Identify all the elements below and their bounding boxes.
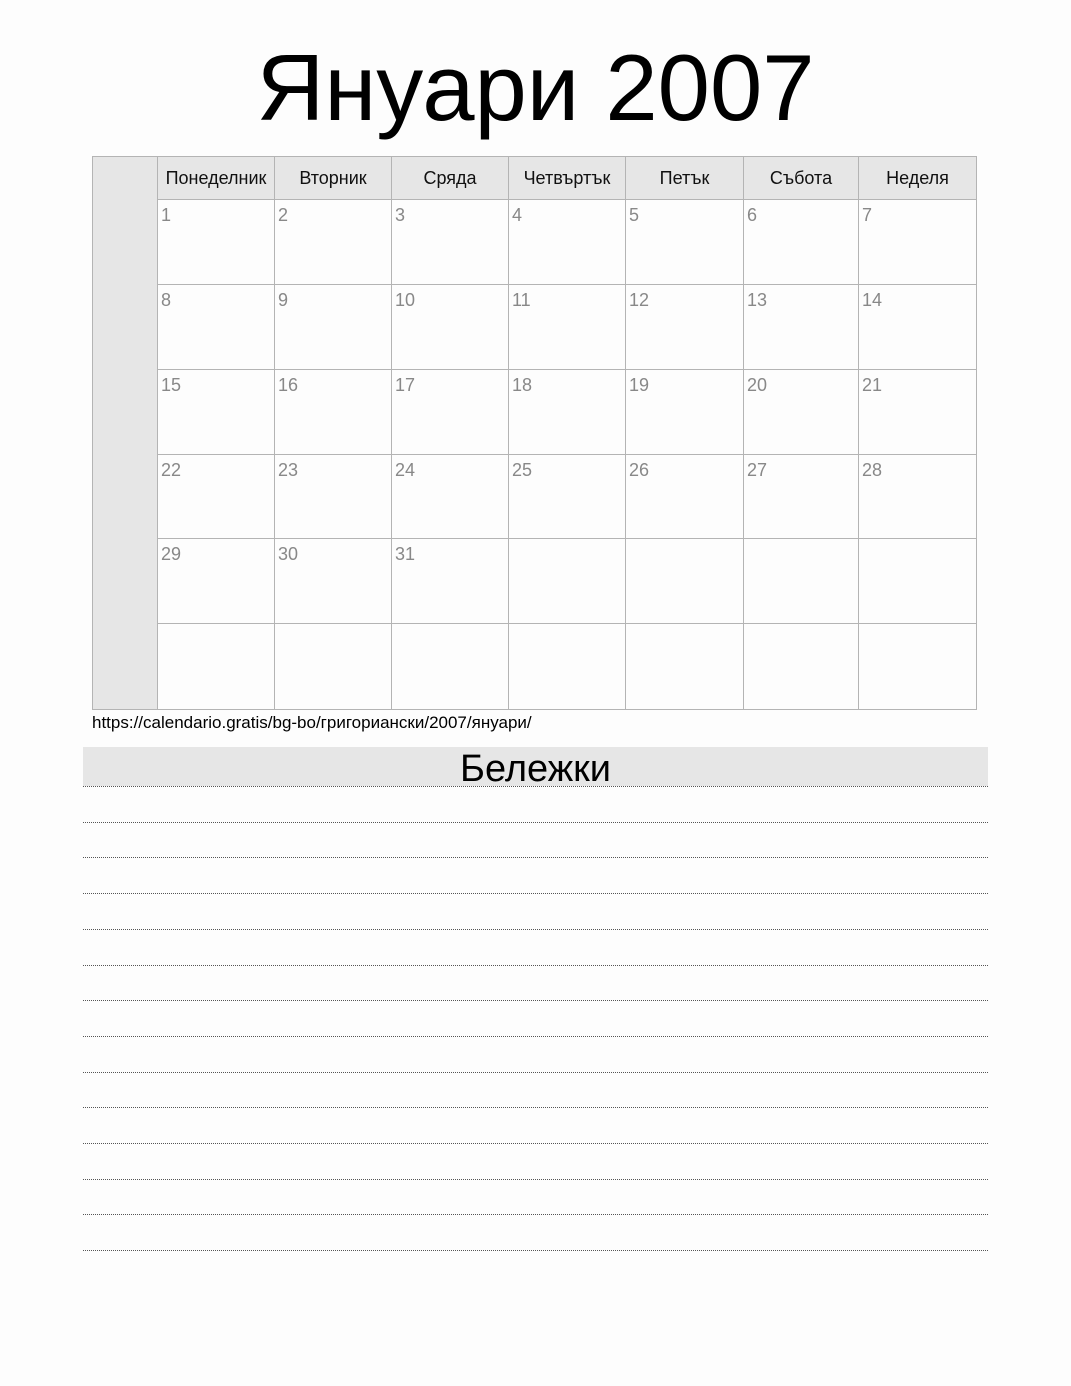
day-cell: 7 (862, 205, 873, 225)
day-cell: 31 (392, 539, 509, 623)
day-cell (509, 624, 626, 709)
day-cell: 9 (275, 285, 392, 369)
day-cell: 13 (744, 285, 859, 369)
week-row (158, 200, 976, 285)
source-url: https://calendario.gratis/bg-bo/григориански/2007/януари/ (92, 713, 532, 732)
page-title: Януари 2007 (256, 35, 815, 140)
week-row (158, 370, 976, 455)
weekday-header: Четвъртък (509, 157, 626, 199)
calendar-grid (92, 156, 977, 710)
notes-line (83, 822, 988, 823)
weekday-header-row (158, 157, 976, 200)
weekday-header: Петък (626, 157, 744, 199)
notes-line (83, 1000, 988, 1001)
day-cell: 5 (626, 200, 744, 284)
day-cell (626, 624, 744, 709)
day-cell (626, 539, 744, 623)
day-cell: 11 (509, 285, 626, 369)
notes-line (83, 893, 988, 894)
day-cell: 30 (275, 539, 392, 623)
day-cell: 22 (158, 455, 275, 539)
day-cell: 2 (275, 200, 392, 284)
day-cell: 12 (626, 285, 744, 369)
day-cell (392, 624, 509, 709)
day-cell (509, 539, 626, 623)
notes-line (83, 929, 988, 930)
day-cell: 3 (392, 200, 509, 284)
day-cell: 20 (744, 370, 859, 454)
day-cell: 25 (509, 455, 626, 539)
week-row (158, 455, 976, 540)
weekday-header: Понеделник (158, 157, 275, 199)
day-cell: 21 (862, 374, 883, 395)
day-cell: 15 (158, 370, 275, 454)
notes-line (83, 1179, 988, 1180)
notes-line (83, 1072, 988, 1073)
day-cell: 4 (509, 200, 626, 284)
day-cell: 19 (626, 370, 744, 454)
notes-line (83, 1214, 988, 1215)
day-cell: 24 (392, 455, 509, 539)
notes-line (83, 1143, 988, 1144)
notes-line (83, 1036, 988, 1037)
day-cell (744, 624, 859, 709)
week-row (158, 624, 976, 709)
weekday-header: Събота (744, 157, 859, 199)
notes-line (83, 1250, 988, 1251)
day-cell (744, 539, 859, 623)
day-cell: 8 (158, 285, 275, 369)
day-cell: 28 (862, 459, 883, 480)
day-cell (859, 624, 976, 709)
week-number-column (93, 157, 158, 709)
day-cell: 27 (744, 455, 859, 539)
day-cell: 14 (862, 289, 883, 310)
days-grid (158, 200, 976, 709)
day-cell: 16 (275, 370, 392, 454)
day-cell: 17 (392, 370, 509, 454)
day-cell: 1 (158, 200, 275, 284)
day-cell (859, 539, 976, 623)
day-cell (275, 624, 392, 709)
weekday-header: Сряда (392, 157, 509, 199)
day-cell: 26 (626, 455, 744, 539)
notes-line (83, 965, 988, 966)
day-cell: 10 (392, 285, 509, 369)
weekday-header: Неделя (886, 167, 949, 188)
notes-title: Бележки (83, 747, 988, 786)
day-cell: 23 (275, 455, 392, 539)
notes-line (83, 1107, 988, 1108)
notes-line (83, 857, 988, 858)
week-row (158, 539, 976, 624)
day-cell: 18 (509, 370, 626, 454)
day-cell: 29 (158, 539, 275, 623)
notes-line (83, 786, 988, 787)
day-cell: 6 (744, 200, 859, 284)
week-row (158, 285, 976, 370)
weekday-header: Вторник (275, 157, 392, 199)
day-cell (158, 624, 275, 709)
